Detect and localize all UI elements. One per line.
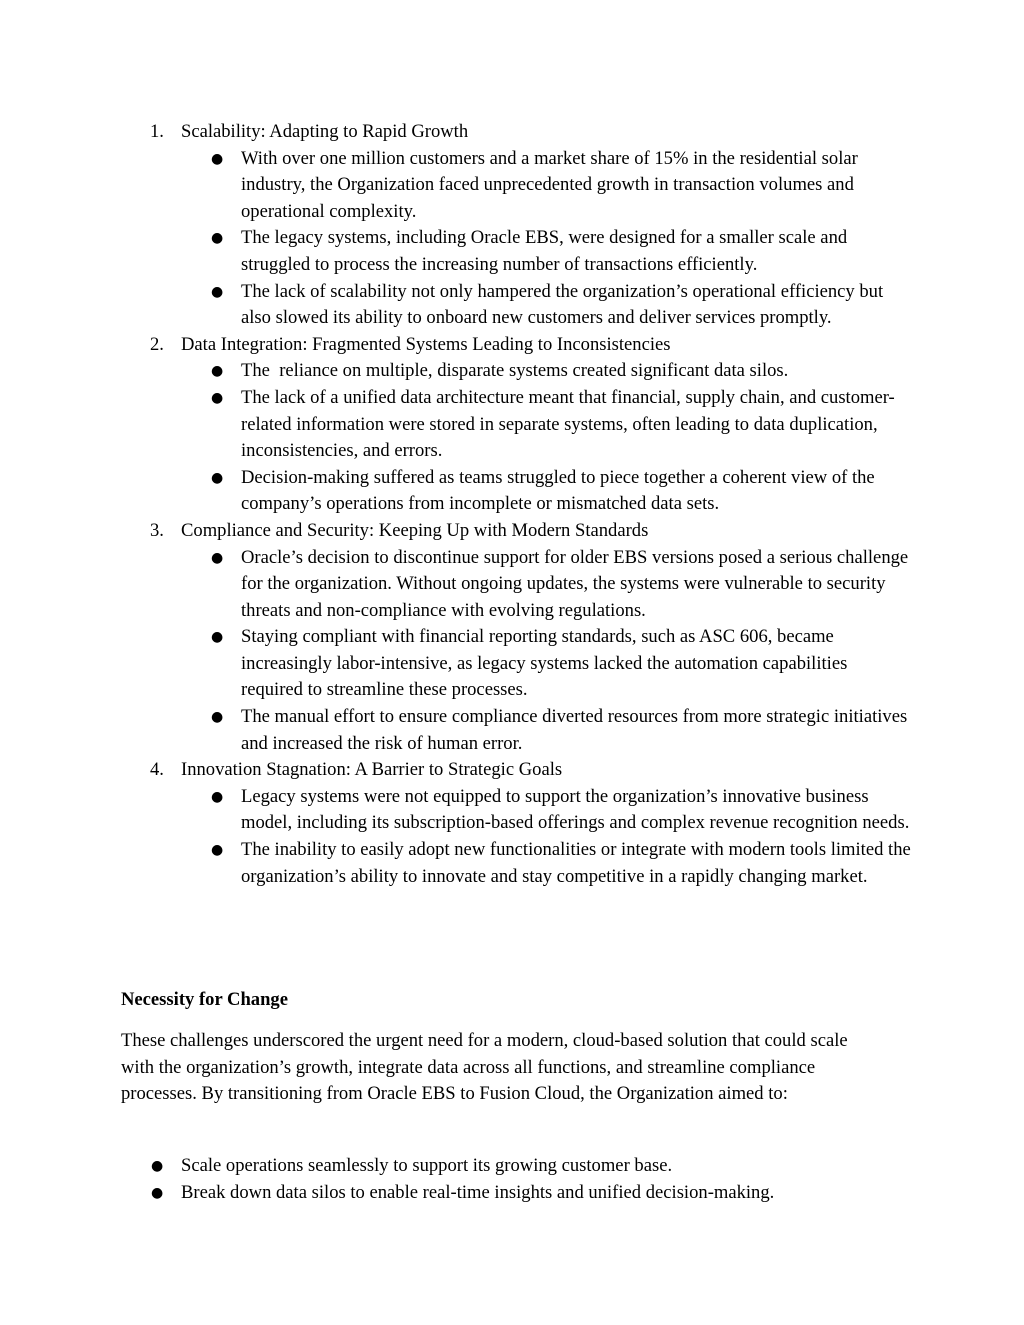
section-bullets bbox=[181, 146, 911, 332]
bullet-text: The inability to easily adopt new functionalities or integrate with modern tools limited the organization’s ability to innovate and stay competitive in a rapidly changing market. bbox=[241, 839, 911, 887]
bullet-text: The lack of a unified data architecture meant that financial, supply chain, and customer-related information were stored in separate systems, often leading to data duplication, inconsistencies, and errors. bbox=[241, 386, 895, 462]
list-item bbox=[181, 279, 911, 332]
list-item bbox=[181, 784, 911, 837]
aims-list bbox=[121, 1153, 911, 1206]
bullet-text: The reliance on multiple, disparate systems created significant data silos. bbox=[241, 360, 789, 382]
list-item bbox=[181, 624, 911, 704]
bullet-icon: ● bbox=[211, 150, 224, 167]
section-title: Compliance and Security: Keeping Up with Modern Standards bbox=[181, 519, 649, 541]
section-number: 3. bbox=[150, 519, 164, 541]
bullet-icon: ● bbox=[151, 1184, 164, 1201]
section-title: Scalability: Adapting to Rapid Growth bbox=[181, 121, 469, 142]
list-item bbox=[181, 225, 911, 278]
bullet-icon: ● bbox=[211, 629, 224, 646]
bullet-text: Staying compliant with financial reporting standards, such as ASC 606, became increasingly labor-intensive, as legacy systems lacked the automation capabilities required to streamline these processes. bbox=[241, 626, 848, 701]
list-item bbox=[181, 704, 911, 757]
bullet-icon: ● bbox=[211, 842, 224, 859]
list-item bbox=[121, 1153, 911, 1180]
list-item bbox=[121, 1180, 911, 1207]
section-number: 4. bbox=[150, 759, 164, 781]
aim-text: Break down data silos to enable real-time insights and unified decision-making. bbox=[181, 1181, 775, 1203]
bullet-text: With over one million customers and a market share of 15% in the residential solar industry, the Organization faced unprecedented growth in transaction volumes and operational complexity. bbox=[241, 147, 858, 222]
section-title: Innovation Stagnation: A Barrier to Strategic Goals bbox=[181, 759, 563, 781]
bullet-text: Legacy systems were not equipped to support the organization’s innovative business model, including its subscription-based offerings and complex revenue recognition needs. bbox=[241, 785, 910, 834]
section-number: 2. bbox=[150, 333, 164, 355]
list-item bbox=[181, 837, 911, 890]
bullet-icon: ● bbox=[211, 363, 224, 380]
bullet-text: Decision-making suffered as teams struggled to piece together a coherent view of the company’s operations from incomplete or mismatched data sets. bbox=[241, 466, 875, 515]
bullet-icon: ● bbox=[211, 549, 224, 566]
necessity-paragraph: These challenges underscored the urgent need for a modern, cloud-based solution that could scale with the organization’s growth, integrate data across all functions, and streamline compliance processes. By transitioning from Oracle EBS to Fusion Cloud, the Organization aimed to: bbox=[121, 1030, 848, 1105]
bullet-icon: ● bbox=[211, 389, 224, 406]
section-title: Data Integration: Fragmented Systems Leading to Inconsistencies bbox=[181, 333, 671, 355]
bullet-icon: ● bbox=[211, 788, 224, 805]
bullet-icon: ● bbox=[151, 1158, 164, 1174]
section-number: 1. bbox=[150, 121, 164, 142]
section-data-integration bbox=[121, 332, 911, 518]
necessity-heading: Necessity for Change bbox=[121, 989, 288, 1010]
aim-text: Scale operations seamlessly to support its growing customer base. bbox=[181, 1155, 673, 1176]
bullet-text: The lack of scalability not only hampered the organization’s operational efficiency but also slowed its ability to onboard new customers and deliver services promptly. bbox=[241, 280, 884, 329]
bullet-icon: ● bbox=[211, 283, 224, 300]
bullet-icon: ● bbox=[211, 709, 224, 726]
list-item bbox=[181, 146, 911, 226]
challenges-list bbox=[121, 119, 911, 890]
list-item bbox=[181, 465, 911, 518]
bullet-text: The legacy systems, including Oracle EBS, were designed for a smaller scale and struggled to process the increasing number of transactions efficiently. bbox=[241, 227, 848, 275]
section-bullets bbox=[181, 784, 911, 890]
bullet-icon: ● bbox=[211, 469, 224, 486]
list-item bbox=[181, 385, 911, 465]
list-item bbox=[181, 358, 911, 385]
section-bullets bbox=[181, 545, 911, 758]
list-item bbox=[181, 545, 911, 625]
bullet-icon: ● bbox=[211, 230, 224, 247]
section-compliance-security bbox=[121, 518, 911, 757]
bullet-text: The manual effort to ensure compliance diverted resources from more strategic initiatives and increased the risk of human error. bbox=[241, 706, 908, 754]
section-bullets bbox=[181, 358, 911, 518]
section-innovation-stagnation bbox=[121, 757, 911, 890]
section-scalability bbox=[121, 119, 911, 332]
bullet-text: Oracle’s decision to discontinue support for older EBS versions posed a serious challenge for the organization. Without ongoing updates, the systems were vulnerable to security threats and non-compliance with evolving regulations. bbox=[241, 546, 909, 621]
